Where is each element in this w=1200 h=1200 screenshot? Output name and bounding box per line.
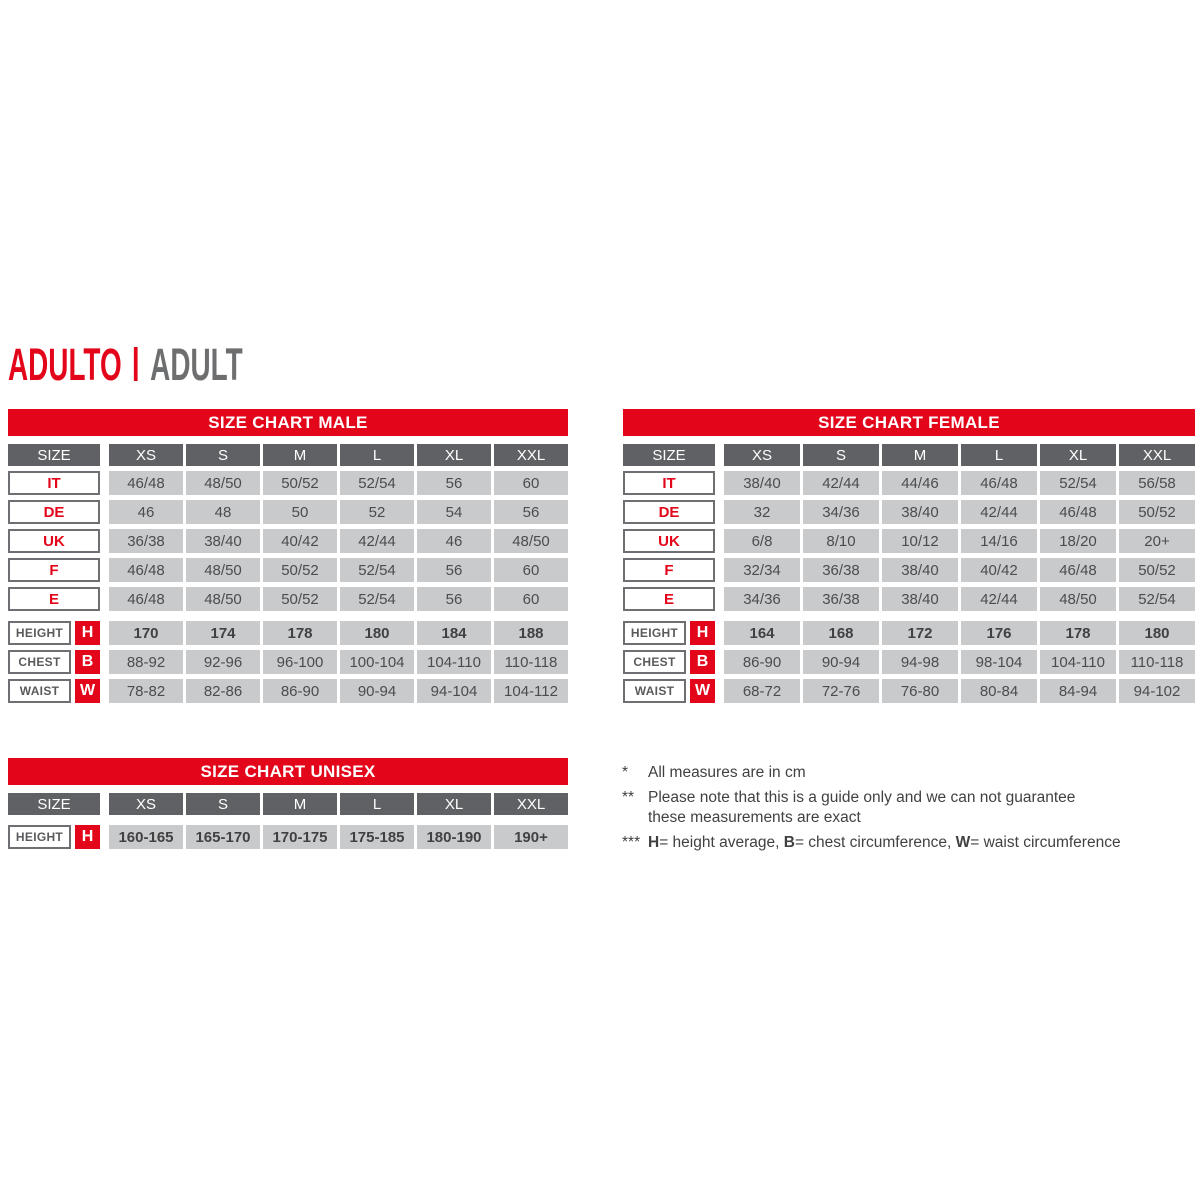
measure-value-cell: 94-104	[417, 679, 491, 703]
measure-label-height: HEIGHT	[8, 825, 71, 849]
page-title	[8, 338, 243, 390]
size-system-label-de: DE	[623, 500, 715, 524]
measure-value-cell: 180	[1119, 621, 1195, 645]
size-value-cell: 36/38	[803, 587, 879, 611]
measure-label-group	[8, 679, 100, 703]
column-header-l: L	[961, 444, 1037, 466]
size-value-cell: 36/38	[109, 529, 183, 553]
page-title-primary: ADULTO	[8, 338, 122, 390]
measure-row-chest	[8, 650, 568, 674]
size-row-de	[8, 500, 568, 524]
measure-row-height	[8, 621, 568, 645]
measure-label-group	[623, 621, 715, 645]
size-value-cell: 52/54	[340, 587, 414, 611]
footnote-marker: *	[622, 764, 629, 781]
size-value-cell: 38/40	[882, 587, 958, 611]
size-value-cell: 46/48	[109, 558, 183, 582]
size-row-e	[623, 587, 1195, 611]
measure-row-waist	[8, 679, 568, 703]
size-value-cell: 46/48	[961, 471, 1037, 495]
measure-value-cell: 98-104	[961, 650, 1037, 674]
size-chart-female	[623, 409, 1195, 708]
footnote-line	[648, 788, 1200, 808]
footnote-text: = height average,	[659, 834, 784, 851]
measure-value-cell: 190+	[494, 825, 568, 849]
measure-value-cell: 80-84	[961, 679, 1037, 703]
size-value-cell: 46/48	[1040, 500, 1116, 524]
footnote-text: All measures are in cm	[648, 764, 806, 781]
measure-label-group	[623, 650, 715, 674]
measure-value-cell: 100-104	[340, 650, 414, 674]
measure-badge-h: H	[75, 621, 100, 645]
measure-value-cell: 176	[961, 621, 1037, 645]
size-value-cell: 50/52	[263, 558, 337, 582]
measure-value-cell: 104-110	[1040, 650, 1116, 674]
size-value-cell: 52/54	[1040, 471, 1116, 495]
column-header-m: M	[882, 444, 958, 466]
measure-value-cell: 175-185	[340, 825, 414, 849]
footnote-text: = waist circumference	[970, 834, 1121, 851]
measure-value-cell: 68-72	[724, 679, 800, 703]
measure-badge-w: W	[690, 679, 715, 703]
measure-label-group	[8, 825, 100, 849]
size-value-cell: 52/54	[340, 558, 414, 582]
size-value-cell: 48/50	[494, 529, 568, 553]
column-header-xl: XL	[1040, 444, 1116, 466]
footnote-text: Please note that this is a guide only and we can not guarantee	[648, 789, 1076, 806]
measure-label-group	[623, 679, 715, 703]
measure-value-cell: 178	[1040, 621, 1116, 645]
size-value-cell: 52/54	[1119, 587, 1195, 611]
measure-value-cell: 86-90	[263, 679, 337, 703]
measure-value-cell: 168	[803, 621, 879, 645]
footnote-body	[648, 833, 1200, 853]
measure-label-height: HEIGHT	[8, 621, 71, 645]
measure-value-cell: 84-94	[1040, 679, 1116, 703]
column-header-l: L	[340, 444, 414, 466]
size-value-cell: 34/36	[803, 500, 879, 524]
size-value-cell: 18/20	[1040, 529, 1116, 553]
size-value-cell: 40/42	[263, 529, 337, 553]
measure-value-cell: 94-98	[882, 650, 958, 674]
footnote-body	[648, 788, 1200, 828]
size-value-cell: 50/52	[263, 471, 337, 495]
size-value-cell: 38/40	[186, 529, 260, 553]
size-system-label-e: E	[8, 587, 100, 611]
size-value-cell: 14/16	[961, 529, 1037, 553]
column-header-m: M	[263, 793, 337, 815]
measure-value-cell: 76-80	[882, 679, 958, 703]
size-value-cell: 6/8	[724, 529, 800, 553]
measure-value-cell: 164	[724, 621, 800, 645]
size-value-cell: 60	[494, 558, 568, 582]
size-header-cell: SIZE	[623, 444, 715, 466]
footnote-line	[648, 808, 1200, 828]
measure-value-cell: 90-94	[803, 650, 879, 674]
measure-value-cell: 72-76	[803, 679, 879, 703]
measure-value-cell: 160-165	[109, 825, 183, 849]
footnote-text: these measurements are exact	[648, 809, 861, 826]
size-value-cell: 32/34	[724, 558, 800, 582]
measure-label-group	[8, 650, 100, 674]
size-value-cell: 56	[494, 500, 568, 524]
size-value-cell: 56/58	[1119, 471, 1195, 495]
measure-badge-w: W	[75, 679, 100, 703]
table-header-row	[623, 444, 1195, 466]
size-value-cell: 42/44	[961, 587, 1037, 611]
size-value-cell: 40/42	[961, 558, 1037, 582]
measure-row-height	[8, 825, 568, 849]
measure-badge-b: B	[75, 650, 100, 674]
footnote-line	[648, 763, 1200, 783]
footnote	[622, 833, 1200, 853]
size-value-cell: 8/10	[803, 529, 879, 553]
measure-value-cell: 172	[882, 621, 958, 645]
measure-value-cell: 78-82	[109, 679, 183, 703]
measure-row-height	[623, 621, 1195, 645]
size-value-cell: 44/46	[882, 471, 958, 495]
table-body-male	[8, 444, 568, 703]
size-value-cell: 48/50	[1040, 587, 1116, 611]
column-header-xl: XL	[417, 444, 491, 466]
column-header-l: L	[340, 793, 414, 815]
size-value-cell: 50	[263, 500, 337, 524]
table-header-row	[8, 444, 568, 466]
measure-value-cell: 88-92	[109, 650, 183, 674]
size-value-cell: 48/50	[186, 587, 260, 611]
measure-row-waist	[623, 679, 1195, 703]
measure-value-cell: 180-190	[417, 825, 491, 849]
size-row-f	[8, 558, 568, 582]
measure-value-cell: 174	[186, 621, 260, 645]
column-header-s: S	[186, 793, 260, 815]
size-value-cell: 38/40	[882, 558, 958, 582]
measure-value-cell: 165-170	[186, 825, 260, 849]
size-row-uk	[8, 529, 568, 553]
measure-value-cell: 104-112	[494, 679, 568, 703]
size-value-cell: 60	[494, 587, 568, 611]
size-system-label-e: E	[623, 587, 715, 611]
size-value-cell: 56	[417, 558, 491, 582]
size-value-cell: 42/44	[961, 500, 1037, 524]
size-system-label-de: DE	[8, 500, 100, 524]
size-value-cell: 60	[494, 471, 568, 495]
measure-label-height: HEIGHT	[623, 621, 686, 645]
table-body-female	[623, 444, 1195, 703]
measure-row-chest	[623, 650, 1195, 674]
size-row-de	[623, 500, 1195, 524]
footnote	[622, 788, 1200, 828]
measure-value-cell: 94-102	[1119, 679, 1195, 703]
measure-value-cell: 184	[417, 621, 491, 645]
size-header-cell: SIZE	[8, 444, 100, 466]
measure-value-cell: 90-94	[340, 679, 414, 703]
footnote-body	[648, 763, 1200, 783]
measure-value-cell: 86-90	[724, 650, 800, 674]
size-value-cell: 38/40	[724, 471, 800, 495]
column-header-xxl: XXL	[1119, 444, 1195, 466]
size-chart-unisex	[8, 758, 568, 854]
measure-value-cell: 110-118	[1119, 650, 1195, 674]
footnote-line	[648, 833, 1200, 853]
table-header-row	[8, 793, 568, 815]
size-value-cell: 50/52	[1119, 500, 1195, 524]
table-title-female: SIZE CHART FEMALE	[623, 409, 1195, 436]
size-value-cell: 50/52	[263, 587, 337, 611]
measure-value-cell: 82-86	[186, 679, 260, 703]
size-system-label-it: IT	[623, 471, 715, 495]
measure-value-cell: 178	[263, 621, 337, 645]
footnote-text: B	[783, 834, 795, 851]
column-header-xxl: XXL	[494, 444, 568, 466]
column-header-m: M	[263, 444, 337, 466]
measure-badge-b: B	[690, 650, 715, 674]
size-value-cell: 46/48	[109, 587, 183, 611]
size-system-label-f: F	[623, 558, 715, 582]
page-title-secondary: ADULT	[150, 338, 243, 390]
size-value-cell: 20+	[1119, 529, 1195, 553]
size-header-cell: SIZE	[8, 793, 100, 815]
footnotes	[622, 763, 1200, 858]
size-value-cell: 56	[417, 471, 491, 495]
size-value-cell: 46/48	[109, 471, 183, 495]
size-value-cell: 42/44	[340, 529, 414, 553]
measure-label-waist: WAIST	[8, 679, 71, 703]
column-header-xs: XS	[724, 444, 800, 466]
size-value-cell: 46	[417, 529, 491, 553]
measure-value-cell: 170	[109, 621, 183, 645]
measure-value-cell: 180	[340, 621, 414, 645]
measure-label-chest: CHEST	[8, 650, 71, 674]
footnote-text: W	[955, 834, 971, 851]
size-row-uk	[623, 529, 1195, 553]
size-value-cell: 48/50	[186, 558, 260, 582]
measure-label-waist: WAIST	[623, 679, 686, 703]
size-chart-male	[8, 409, 568, 708]
column-header-xl: XL	[417, 793, 491, 815]
size-value-cell: 46	[109, 500, 183, 524]
footnote-marker: ***	[622, 834, 641, 851]
size-value-cell: 48	[186, 500, 260, 524]
table-title-unisex: SIZE CHART UNISEX	[8, 758, 568, 785]
size-value-cell: 10/12	[882, 529, 958, 553]
page-title-separator-bar	[134, 347, 138, 381]
measure-value-cell: 104-110	[417, 650, 491, 674]
size-value-cell: 52/54	[340, 471, 414, 495]
measure-value-cell: 170-175	[263, 825, 337, 849]
measure-label-chest: CHEST	[623, 650, 686, 674]
measure-label-group	[8, 621, 100, 645]
column-header-xxl: XXL	[494, 793, 568, 815]
size-row-it	[623, 471, 1195, 495]
size-system-label-uk: UK	[8, 529, 100, 553]
size-value-cell: 50/52	[1119, 558, 1195, 582]
footnote-text: H	[648, 834, 660, 851]
size-value-cell: 46/48	[1040, 558, 1116, 582]
column-header-xs: XS	[109, 793, 183, 815]
measure-badge-h: H	[690, 621, 715, 645]
size-value-cell: 56	[417, 587, 491, 611]
measure-value-cell: 96-100	[263, 650, 337, 674]
measure-value-cell: 188	[494, 621, 568, 645]
size-system-label-uk: UK	[623, 529, 715, 553]
size-value-cell: 54	[417, 500, 491, 524]
size-value-cell: 42/44	[803, 471, 879, 495]
size-value-cell: 48/50	[186, 471, 260, 495]
size-value-cell: 32	[724, 500, 800, 524]
footnote-text: = chest circumference,	[794, 834, 956, 851]
column-header-xs: XS	[109, 444, 183, 466]
size-row-it	[8, 471, 568, 495]
footnote	[622, 763, 1200, 783]
size-value-cell: 36/38	[803, 558, 879, 582]
column-header-s: S	[186, 444, 260, 466]
measure-value-cell: 92-96	[186, 650, 260, 674]
size-row-e	[8, 587, 568, 611]
column-header-s: S	[803, 444, 879, 466]
measure-badge-h: H	[75, 825, 100, 849]
size-value-cell: 34/36	[724, 587, 800, 611]
size-row-f	[623, 558, 1195, 582]
table-body-unisex	[8, 793, 568, 849]
measure-value-cell: 110-118	[494, 650, 568, 674]
size-system-label-f: F	[8, 558, 100, 582]
table-title-male: SIZE CHART MALE	[8, 409, 568, 436]
size-system-label-it: IT	[8, 471, 100, 495]
size-value-cell: 38/40	[882, 500, 958, 524]
footnote-marker: **	[622, 789, 635, 806]
size-value-cell: 52	[340, 500, 414, 524]
